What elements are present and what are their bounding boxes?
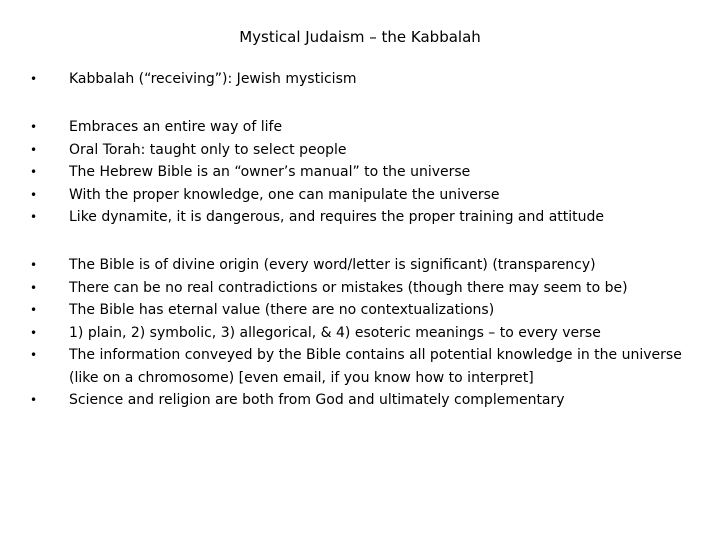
bullet-item [30, 299, 690, 322]
bullet-text: Science and religion are both from God and ultimately complementary [69, 392, 565, 408]
bullet-icon: • [30, 325, 38, 340]
bullet-item [30, 184, 690, 207]
bullet-item [30, 161, 690, 184]
bullet-icon: • [30, 187, 38, 202]
bullet-text: With the proper knowledge, one can manipulate the universe [69, 186, 500, 203]
bullet-text: Like dynamite, it is dangerous, and requires the proper training and attitude [69, 209, 605, 225]
bullet-item [30, 206, 690, 229]
bullet-group-intro [30, 68, 690, 91]
bullet-icon: • [30, 165, 38, 179]
bullet-text: 1) plain, 2) symbolic, 3) allegorical, & 4) esoteric meanings – to every verse [69, 324, 601, 341]
bullet-icon: • [30, 303, 38, 317]
bullet-text: Kabbalah (“receiving”): Jewish mysticism [69, 71, 357, 87]
bullet-item [30, 277, 690, 300]
bullet-item [30, 68, 690, 91]
bullet-text: The Bible has eternal value (there are no contextualizations) [69, 302, 495, 318]
bullet-icon: • [30, 280, 38, 295]
bullet-item [30, 344, 690, 389]
bullet-icon: • [30, 348, 38, 362]
slide-title: Mystical Judaism – the Kabbalah [239, 28, 481, 46]
bullet-item [30, 116, 690, 139]
bullet-icon: • [30, 210, 38, 224]
bullet-icon: • [30, 142, 38, 157]
bullet-text: Embraces an entire way of life [69, 119, 283, 135]
bullet-text: The Hebrew Bible is an “owner’s manual” to the universe [69, 164, 471, 180]
bullet-text: The Bible is of divine origin (every word/letter is significant) (transparency) [69, 257, 596, 273]
bullet-item [30, 139, 690, 162]
bullet-text: Oral Torah: taught only to select people [69, 141, 347, 158]
bullet-icon: • [30, 120, 38, 134]
bullet-icon: • [30, 258, 38, 272]
bullet-item [30, 322, 690, 345]
bullet-icon: • [30, 393, 38, 407]
bullet-item [30, 389, 690, 412]
bullet-text: The information conveyed by the Bible contains all potential knowledge in the universe (like on a chromosome) [even email, if you know how to interpret] [69, 347, 682, 386]
bullet-item [30, 254, 690, 277]
bullet-group-practice [30, 116, 690, 229]
bullet-icon: • [30, 72, 38, 86]
bullet-group-bible [30, 254, 690, 412]
bullet-text: There can be no real contradictions or mistakes (though there may seem to be) [69, 279, 628, 296]
